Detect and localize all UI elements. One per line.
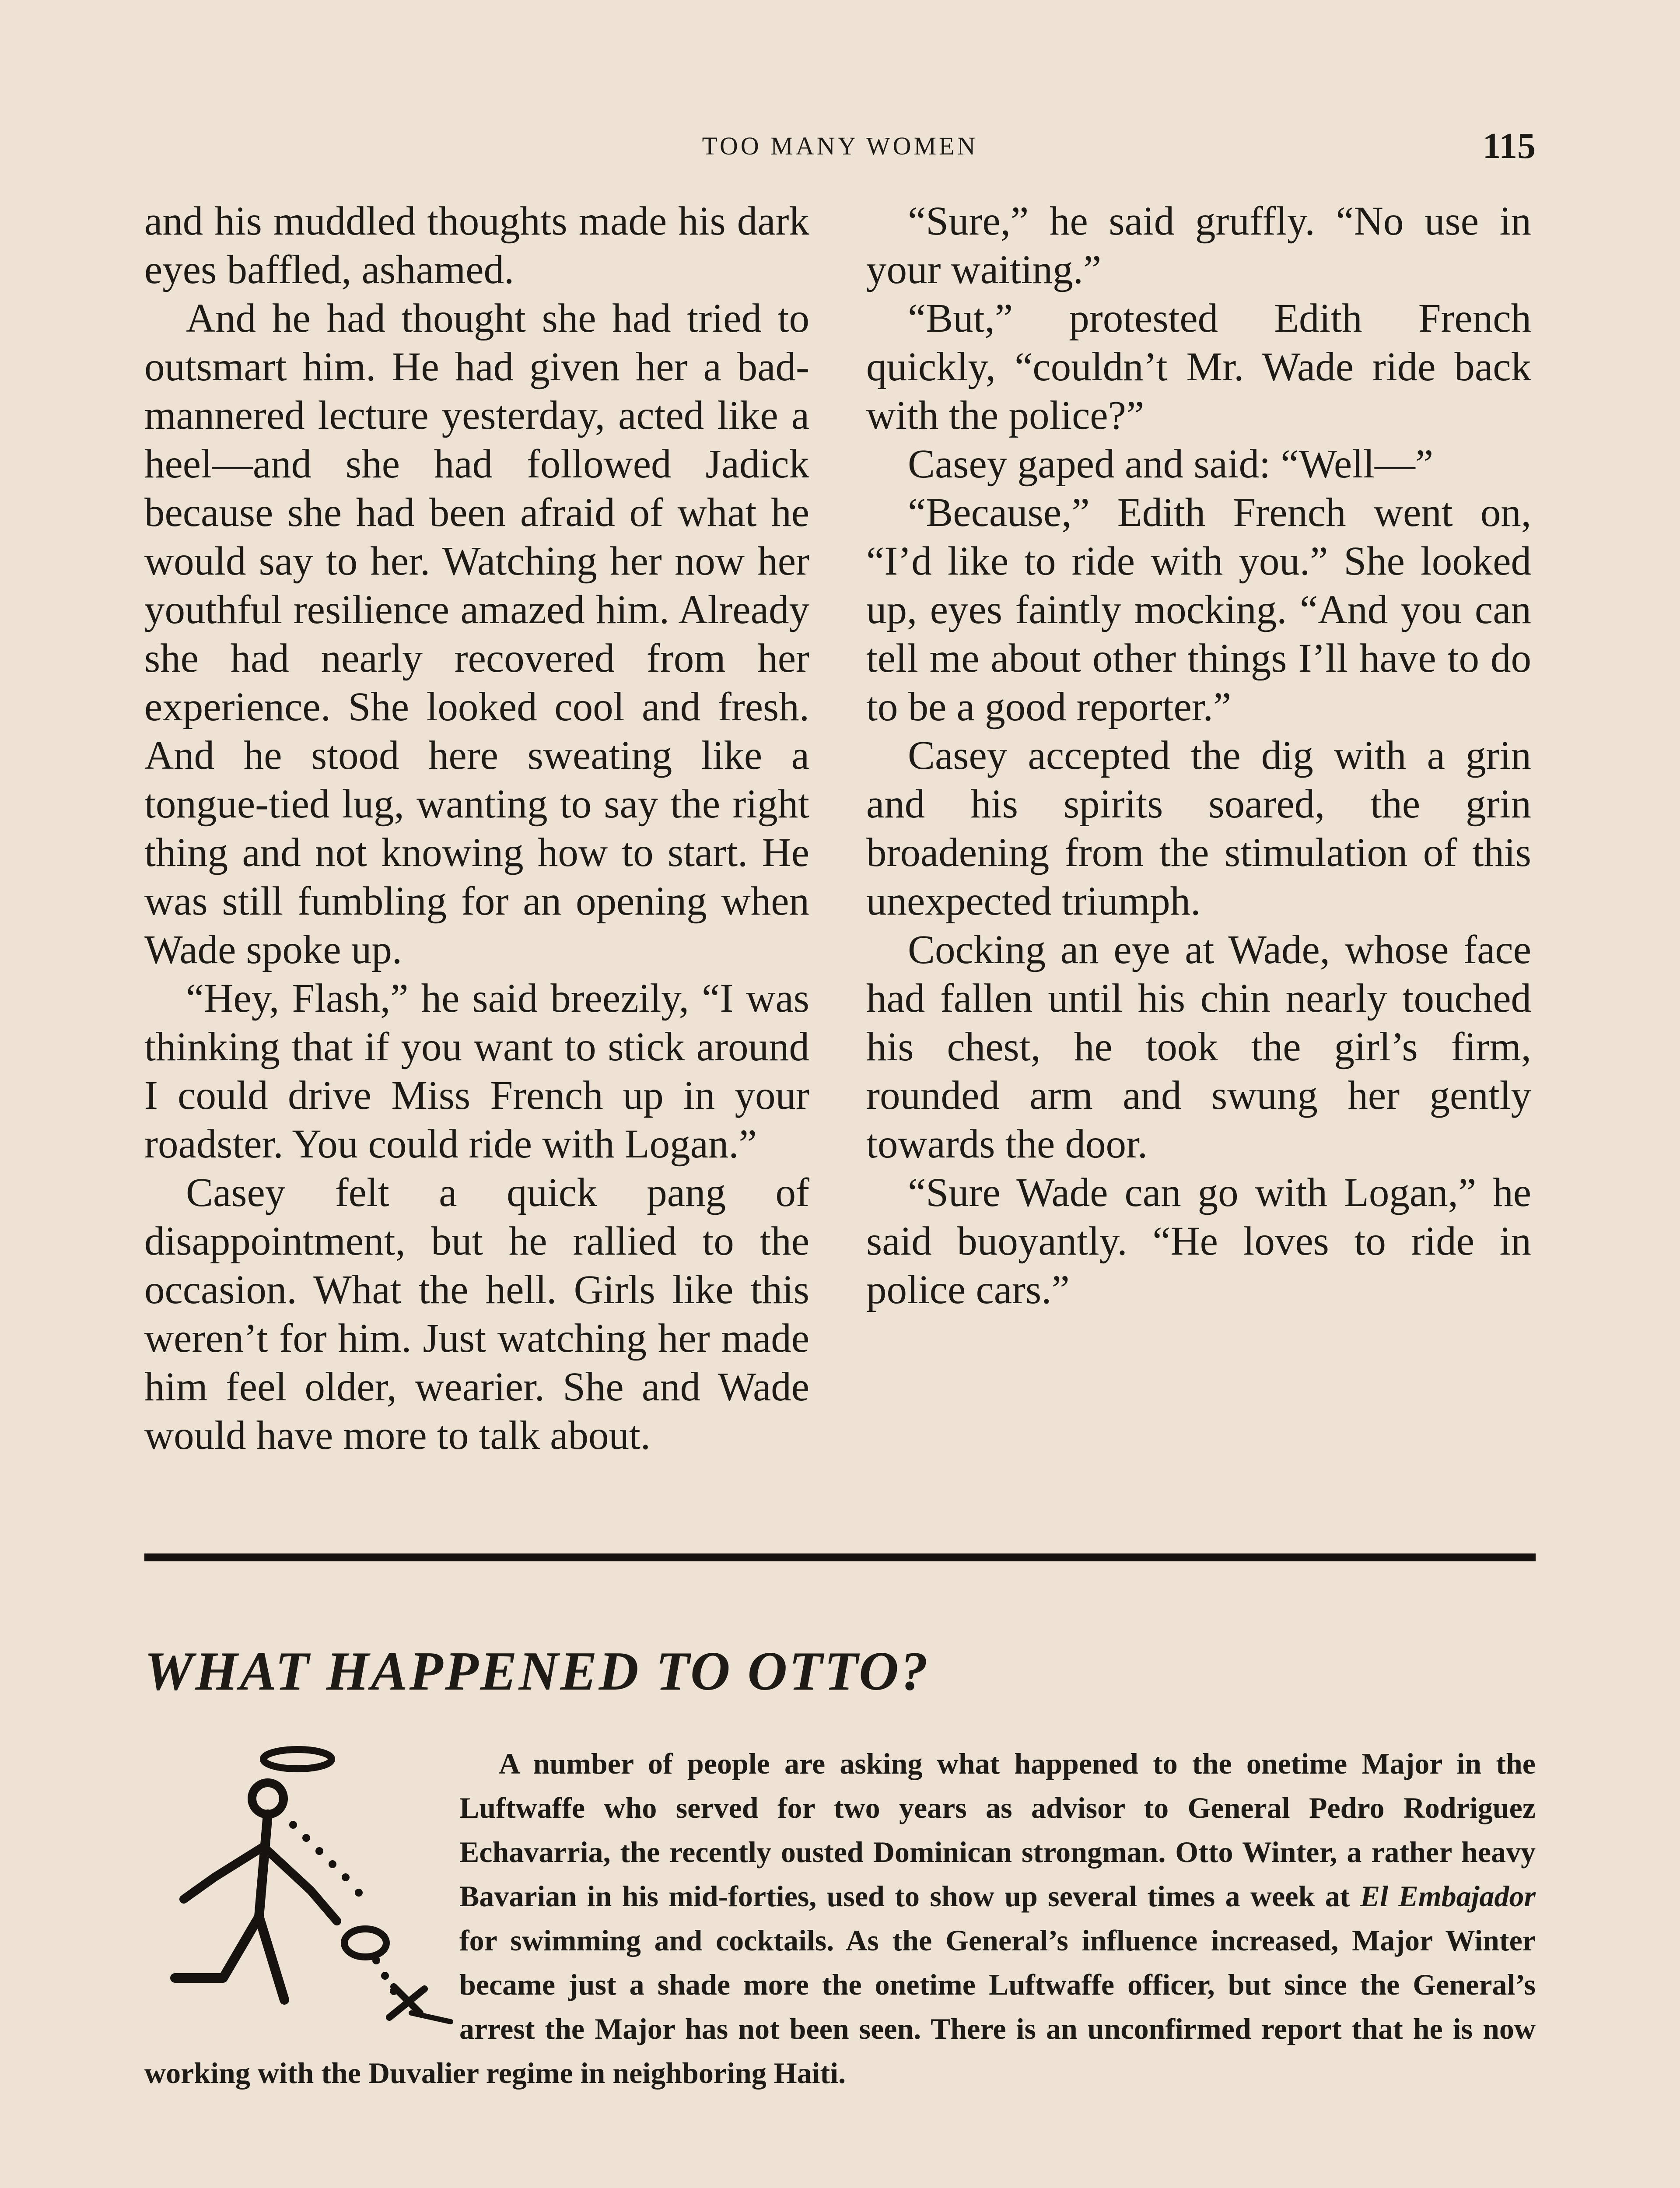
sidebar-text-italic: El Embajador [1360, 1879, 1536, 1913]
story-paragraph: Casey felt a quick pang of disappointment, but he rallied to the occasion. What the hell. Girls like this weren’t for him. Just watching her made him feel older, wearier. She and Wade would have more to talk about. [144, 1170, 809, 1458]
story-column-left [144, 197, 809, 1460]
page-number: 115 [1482, 126, 1536, 166]
sidebar-body [144, 1742, 1536, 2095]
story-paragraph: And he had thought she had tried to outsmart him. He had given her a bad-mannered lecture yesterday, acted like a heel—and she had followed Jadick because she had been afraid of what he would say to her. Watching her now her youthful resilience amazed him. Already she had nearly recovered from her experience. She looked cool and fresh. And he stood here sweating like a tongue-tied lug, wanting to say the right thing and not knowing how to start. He was still fumbling for an opening when Wade spoke up. [144, 296, 809, 972]
story-paragraph: and his muddled thoughts made his dark eyes baffled, ashamed. [144, 199, 809, 292]
story-paragraph: “Sure Wade can go with Logan,” he said buoyantly. “He loves to ride in police cars.” [866, 1170, 1531, 1312]
sidebar-text: for swimming and cocktails. As the General’s influence increased, Major Winter became just a shade more the onetime Luftwaffe officer, but since the General’s arrest the Major has not been seen. There is an unconfirmed report that he is now working with the Duvalier regime in neighboring Haiti. [144, 1924, 1536, 2090]
story-column-right [866, 197, 1531, 1314]
section-divider [144, 1553, 1536, 1561]
story-paragraph: Casey gaped and said: “Well—” [908, 442, 1434, 487]
story-paragraph: “Because,” Edith French went on, “I’d like to ride with you.” She looked up, eyes faintly mocking. “And you can tell me about other things I’ll have to do to be a good reporter.” [866, 490, 1531, 729]
sidebar-text: A number of people are asking what happened to the onetime Major in the Luftwaffe who served for two years as advisor to General Pedro Rodriguez Echavarria, the recently ousted Dominican strongman. Otto Winter, a rather heavy Bavarian in his mid-forties, used to show up several times a week at [459, 1747, 1536, 1913]
illustration-wrap-space [144, 1742, 459, 2039]
story-paragraph: “But,” protested Edith French quickly, “couldn’t Mr. Wade ride back with the police?” [866, 296, 1531, 438]
story-paragraph: Casey accepted the dig with a grin and his spirits soared, the grin broadening from the stimulation of this unexpected triumph. [866, 733, 1531, 924]
running-title: TOO MANY WOMEN [702, 132, 978, 160]
story-paragraph: Cocking an eye at Wade, whose face had fallen until his chin nearly touched his chest, he took the girl’s firm, rounded arm and swung her gently towards the door. [866, 927, 1531, 1167]
story-paragraph: “Sure,” he said gruffly. “No use in your waiting.” [866, 199, 1531, 292]
sidebar-title: WHAT HAPPENED TO OTTO? [144, 1641, 930, 1702]
story-paragraph: “Hey, Flash,” he said breezily, “I was thinking that if you want to stick around I could drive Miss French up in your roadster. You could ride with Logan.” [144, 976, 809, 1167]
